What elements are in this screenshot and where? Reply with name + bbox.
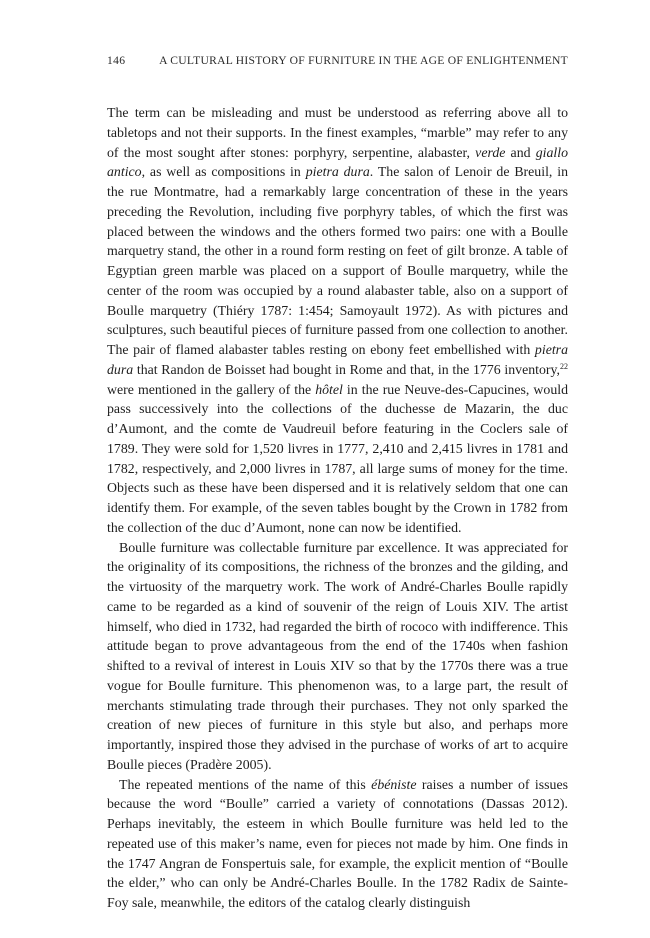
paragraph: [107, 775, 568, 913]
text-run: . The salon of Lenoir de Breuil, in the rue Montmatre, had a remarkably large concentration of these in the years preceding the Revolution, including five porphyry tables, of which the first was placed between the windows and the others formed two pairs: one with a Boulle marquetry stand, the other in a round form resting on feet of gilt bronze. A table of Egyptian green marble was placed on a support of Boulle marquetry, while the center of the room was occupied by a round alabaster table, also on a support of Boulle marquetry (Thiéry 1787: 1:454; Samoyault 1972). As with pictures and sculptures, such beautiful pieces of furniture passed from one collection to another. The pair of flamed alabaster tables resting on ebony feet embellished with: [107, 164, 569, 357]
italic-term: ébéniste: [371, 776, 417, 792]
paragraph: [107, 538, 568, 775]
text-run: in the rue Neuve-des-Capucines, would pass successively into the collections of the duchesse de Mazarin, the duc d’Aumont, and the comte de Vaudreuil before featuring in the Coclers sale of 1789. They were sold for 1,520 livres in 1777, 2,410 and 2,415 livres in 1781 and 1782, respectively, and 2,000 livres in 1787, all large sums of money for the time. Objects such as these have been dispersed and it is relatively seldom that one can identify them. For example, of the seven tables bought by the Crown in 1782 from the collection of the duc d’Aumont, none can now be identified.: [107, 381, 569, 535]
text-run: and: [505, 144, 536, 160]
text-run: were mentioned in the gallery of the: [107, 381, 316, 397]
page-number: 146: [107, 54, 126, 67]
italic-term: giallo antico: [107, 144, 568, 180]
running-title: A CULTURAL HISTORY OF FURNITURE IN THE AGE OF ENLIGHTENMENT: [159, 54, 568, 67]
footnote-reference: 22: [560, 361, 568, 371]
italic-term: hôtel: [315, 381, 343, 397]
text-run: that Randon de Boisset had bought in Rome and that, in the 1776 inventory,: [133, 361, 560, 377]
text-run: , as well as compositions in: [141, 164, 306, 180]
running-head: [107, 54, 568, 68]
italic-term: pietra dura: [107, 342, 568, 377]
text-run: The repeated mentions of the name of this: [119, 776, 372, 792]
text-run: The term can be misleading and must be understood as referring above all to tabletops and not their supports. In the finest examples, “marble” may refer to any of the most sought after stones: porphyry, serpentine, alabaster,: [107, 105, 568, 160]
italic-term: pietra dura: [305, 164, 370, 180]
text-run: raises a number of issues because the word “Boulle” carried a variety of connotations (Dassas 2012). Perhaps inevitably, the esteem in which Boulle furniture was held led to the repeated use of this maker’s name, even for pieces not made by him. One finds in the 1747 Angran de Fonspertuis sale, for example, the explicit mention of “Boulle the elder,” who can only be André-Charles Boulle. In the 1782 Radix de Sainte-Foy sale, meanwhile, the editors of the catalog clearly distinguish: [107, 776, 568, 910]
italic-term: verde: [475, 144, 506, 160]
text-run: Boulle furniture was collectable furniture par excellence. It was appreciated for the originality of its compositions, the richness of the bronzes and the gilding, and the virtuosity of the marquetry work. The work of André-Charles Boulle rapidly came to be regarded as a kind of souvenir of the reign of Louis XIV. The artist himself, who died in 1732, had regarded the birth of rococo with indifference. This attitude began to prove advantageous from the end of the 1740s when fashion shifted to a revival of interest in Louis XIV so that by the 1770s there was a true vogue for Boulle furniture. This phenomenon was, to a large part, the result of merchants stimulating trade through their purchases. They not only sparked the creation of new pieces of furniture in this style but also, and perhaps more importantly, inspired those they advised in the purchase of works of art to acquire Boulle pieces (Pradère 2005).: [107, 539, 568, 772]
body-text: [107, 103, 568, 913]
paragraph: [107, 103, 568, 538]
